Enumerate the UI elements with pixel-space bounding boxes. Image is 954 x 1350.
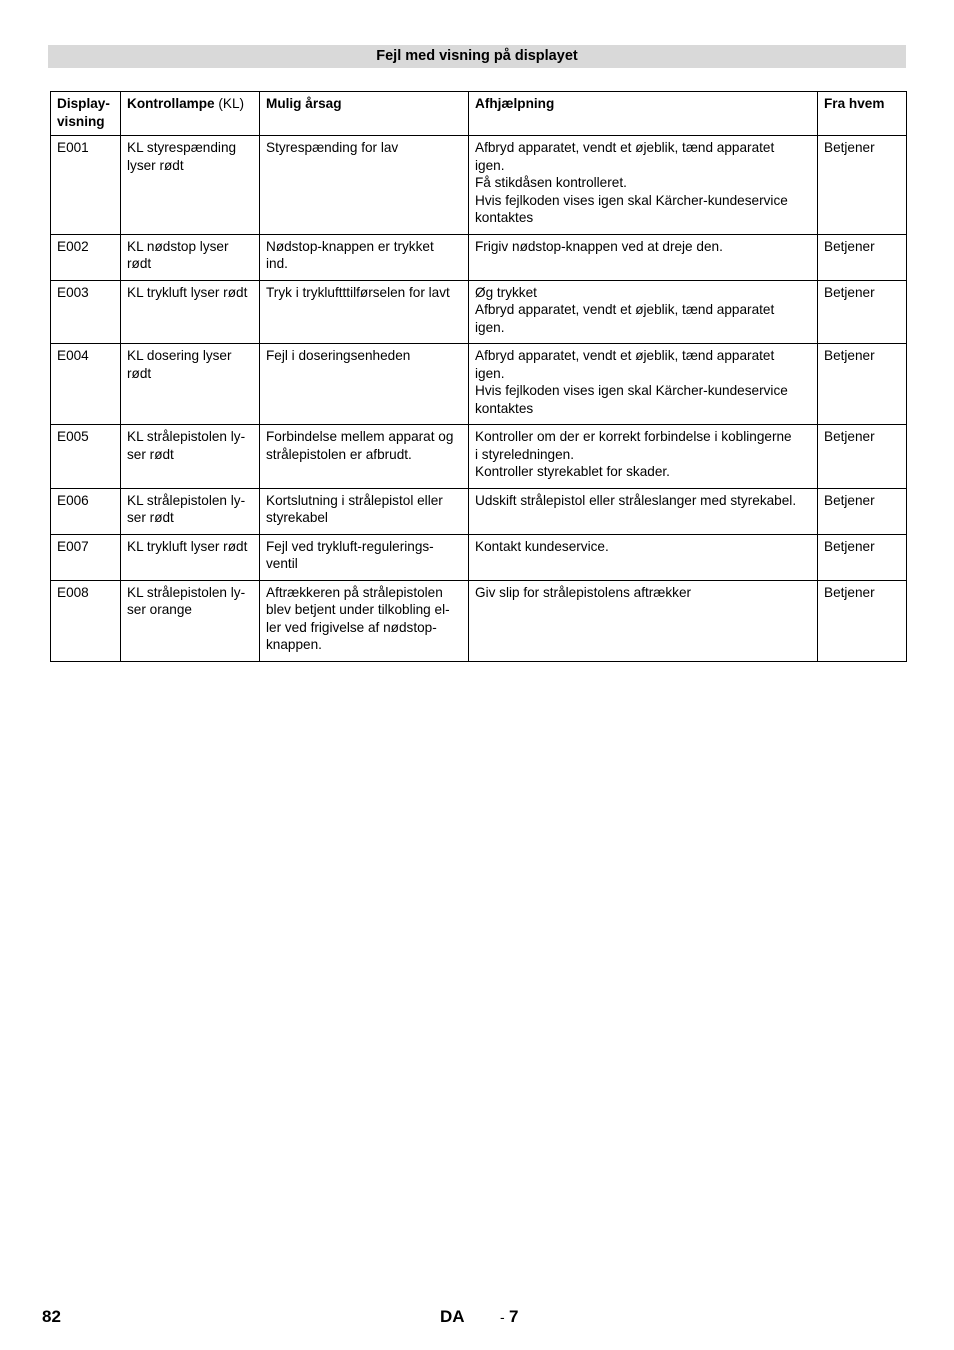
- cell-code: E002: [51, 234, 121, 280]
- cell-cause-line: Aftrækkeren på strålepistolen: [266, 584, 443, 600]
- cell-lamp-line: KL nødstop lyser: [127, 238, 229, 254]
- table-header-row: [51, 92, 907, 136]
- cell-cause-line: Tryk i trykluftttilførselen for lavt: [266, 284, 450, 300]
- cell-lamp-line: KL trykluft lyser rødt: [127, 538, 248, 554]
- cell-remedy: [469, 534, 818, 580]
- cell-remedy: [469, 280, 818, 344]
- cell-lamp-line: rødt: [127, 365, 152, 381]
- table-row: [51, 280, 907, 344]
- cell-remedy-line: kontaktes: [475, 400, 534, 416]
- header-fra-hvem: Fra hvem: [818, 92, 907, 136]
- cell-cause-line: ind.: [266, 256, 288, 271]
- cell-remedy-line: Udskift strålepistol eller stråleslanger med styrekabel.: [475, 492, 797, 508]
- cell-remedy: [469, 344, 818, 425]
- cell-remedy-line: igen.: [475, 365, 505, 381]
- cell-lamp-line: KL strålepistolen ly-: [127, 584, 246, 600]
- cell-remedy-line: Hvis fejlkoden vises igen skal Kärcher-kundeservice: [475, 383, 788, 398]
- cell-lamp: [121, 280, 260, 344]
- cell-remedy-line: Kontakt kundeservice.: [475, 538, 609, 554]
- cell-remedy-line: kontaktes: [475, 210, 534, 225]
- cell-lamp: [121, 425, 260, 489]
- cell-lamp-line: KL strålepistolen ly-: [127, 492, 246, 508]
- error-table: [50, 91, 907, 662]
- cell-who: Betjener: [818, 580, 907, 661]
- cell-cause-line: strålepistolen er afbrudt.: [266, 446, 412, 462]
- cell-remedy-line: Afbryd apparatet, vendt et øjeblik, tænd apparatet: [475, 140, 775, 155]
- cell-remedy-line: Afbryd apparatet, vendt et øjeblik, tænd apparatet: [475, 302, 775, 317]
- table-row: [51, 234, 907, 280]
- cell-cause: [260, 580, 469, 661]
- cell-remedy: [469, 425, 818, 489]
- cell-code: E007: [51, 534, 121, 580]
- cell-cause: [260, 344, 469, 425]
- cell-lamp: [121, 234, 260, 280]
- header-display-line: Display-: [57, 96, 110, 111]
- table-row: [51, 136, 907, 235]
- cell-who: Betjener: [818, 280, 907, 344]
- cell-cause-line: knappen.: [266, 637, 322, 652]
- cell-remedy-line: Få stikdåsen kontrolleret.: [475, 175, 627, 190]
- table-body: [51, 136, 907, 662]
- cell-lamp: [121, 580, 260, 661]
- cell-lamp: [121, 488, 260, 534]
- cell-code: E006: [51, 488, 121, 534]
- section-title: Fejl med visning på displayet: [48, 45, 906, 68]
- footer-dash: -: [500, 1309, 505, 1325]
- cell-lamp-line: ser rødt: [127, 446, 174, 462]
- cell-code: E001: [51, 136, 121, 235]
- cell-lamp: [121, 534, 260, 580]
- cell-remedy-line: Afbryd apparatet, vendt et øjeblik, tænd apparatet: [475, 348, 775, 363]
- cell-cause: [260, 425, 469, 489]
- cell-remedy: [469, 234, 818, 280]
- cell-who: Betjener: [818, 425, 907, 489]
- cell-cause: [260, 136, 469, 235]
- cell-cause-line: Nødstop-knappen er trykket: [266, 238, 434, 254]
- cell-lamp-line: rødt: [127, 256, 152, 271]
- cell-cause: [260, 234, 469, 280]
- header-kontrollampe-abbr: (KL): [214, 96, 245, 111]
- cell-lamp-line: ser orange: [127, 602, 192, 617]
- cell-lamp-line: KL dosering lyser: [127, 348, 232, 363]
- table-row: [51, 580, 907, 661]
- cell-who: Betjener: [818, 234, 907, 280]
- cell-cause-line: Fejl i doseringsenheden: [266, 348, 411, 363]
- header-display: [51, 92, 121, 136]
- cell-cause-line: Forbindelse mellem apparat og: [266, 429, 454, 444]
- header-kontrollampe-bold: Kontrollampe: [127, 96, 215, 111]
- page-number: 82: [42, 1307, 61, 1326]
- cell-remedy-line: Hvis fejlkoden vises igen skal Kärcher-kundeservice: [475, 192, 788, 208]
- cell-code: E005: [51, 425, 121, 489]
- cell-remedy-line: Kontroller styrekablet for skader.: [475, 464, 670, 479]
- cell-remedy-line: Øg trykket: [475, 284, 537, 300]
- cell-cause: [260, 280, 469, 344]
- cell-cause-line: styrekabel: [266, 510, 328, 525]
- cell-who: Betjener: [818, 534, 907, 580]
- cell-lamp-line: KL styrespænding: [127, 140, 237, 155]
- cell-remedy-line: igen.: [475, 157, 505, 173]
- cell-code: E004: [51, 344, 121, 425]
- table-row: [51, 488, 907, 534]
- table-row: [51, 344, 907, 425]
- cell-cause-line: ventil: [266, 556, 298, 571]
- cell-cause-line: ler ved frigivelse af nødstop-: [266, 619, 437, 635]
- cell-remedy-line: igen.: [475, 319, 505, 335]
- table-row: [51, 425, 907, 489]
- section-number: 7: [509, 1307, 519, 1326]
- cell-lamp-line: KL strålepistolen ly-: [127, 429, 246, 444]
- cell-cause-line: Styrespænding for lav: [266, 140, 399, 155]
- cell-remedy-line: i styreledningen.: [475, 446, 574, 462]
- cell-cause-line: Fejl ved trykluft-regulerings-: [266, 538, 434, 554]
- cell-remedy: [469, 136, 818, 235]
- cell-remedy-line: Kontroller om der er korrekt forbindelse i koblingerne: [475, 429, 792, 444]
- cell-cause-line: Kortslutning i strålepistol eller: [266, 492, 443, 508]
- cell-remedy: [469, 580, 818, 661]
- header-kontrollampe: [121, 92, 260, 136]
- cell-lamp: [121, 136, 260, 235]
- cell-cause: [260, 488, 469, 534]
- cell-remedy: [469, 488, 818, 534]
- cell-who: Betjener: [818, 488, 907, 534]
- header-afhjaelpning: Afhjælpning: [469, 92, 818, 136]
- cell-lamp-line: KL trykluft lyser rødt: [127, 284, 248, 300]
- cell-who: Betjener: [818, 344, 907, 425]
- table-row: [51, 534, 907, 580]
- header-aarsag: Mulig årsag: [260, 92, 469, 136]
- cell-lamp-line: ser rødt: [127, 510, 174, 525]
- cell-who: Betjener: [818, 136, 907, 235]
- cell-remedy-line: Frigiv nødstop-knappen ved at dreje den.: [475, 238, 723, 254]
- cell-code: E003: [51, 280, 121, 344]
- cell-code: E008: [51, 580, 121, 661]
- language-code: DA: [440, 1307, 465, 1326]
- cell-cause-line: blev betjent under tilkobling el-: [266, 602, 450, 617]
- cell-lamp-line: lyser rødt: [127, 157, 184, 173]
- cell-cause: [260, 534, 469, 580]
- cell-remedy-line: Giv slip for strålepistolens aftrækker: [475, 584, 692, 600]
- cell-lamp: [121, 344, 260, 425]
- header-display-line: visning: [57, 113, 105, 129]
